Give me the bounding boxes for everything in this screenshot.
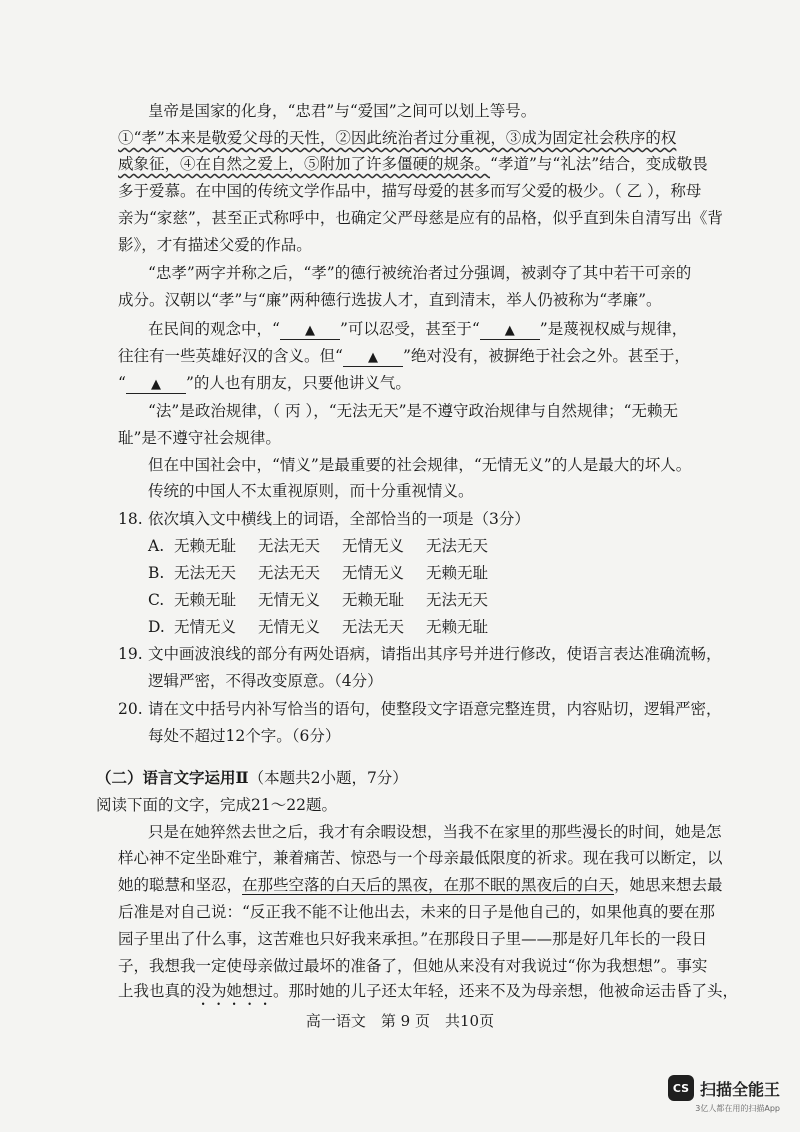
question-19: 19. 文中画波浪线的部分有两处语病，请指出其序号并进行修改，使语言表达准确流畅， [118, 645, 722, 663]
question-19-cont: 逻辑严密，不得改变原意。（4分） [148, 672, 383, 690]
passage-line: 多于爱慕。在中国的传统文学作品中，描写母爱的甚多而写父爱的极少。（ 乙 ），称母 [118, 182, 702, 200]
passage-line: 亲为“家慈”，甚至正式称呼中，也确定父严母慈是应有的品格，似乎直到朱自清写出《背 [118, 209, 723, 227]
passage-line: 但在中国社会中，“情义”是最重要的社会规律，“无情无义”的人是最大的坏人。 [148, 456, 692, 474]
passage2-line: 上我也真的没为她想过。那时她的儿子还太年轻，还来不及为母亲想，他被命运击昏了头， [118, 982, 739, 1000]
passage-line: 影》，才有描述父爱的作品。 [118, 236, 312, 254]
camscanner-logo-icon: CS [668, 1075, 694, 1101]
brand-tagline: 3亿人都在用的扫描App [695, 1104, 780, 1113]
option-c: C. 无赖无耻 无情无义 无赖无耻 无法无天 [148, 591, 489, 609]
passage-line: 耻”是不遵守社会规律。 [118, 429, 281, 447]
passage-line: “忠孝”两字并称之后，“孝”的德行被统治者过分强调，被剥夺了其中若干可亲的 [148, 264, 692, 282]
passage-line: 威象征，④在自然之爱上，⑤附加了许多僵硬的规条。“孝道”与“礼法”结合，变成敬畏 [118, 155, 708, 173]
passage-line: 往往有一些英雄好汉的含义。但“ ▲ ”绝对没有，被摒绝于社会之外。甚至于， [118, 347, 690, 365]
passage-line: “ ▲ ”的人也有朋友，只要他讲义气。 [118, 374, 411, 392]
passage2-line: 子，我想我一定使母亲做过最坏的准备了，但她从来没有对我说过“你为我想想”。事实 [118, 957, 708, 975]
fill-blank: ▲ [126, 377, 186, 394]
question-18: 18. 依次填入文中横线上的词语，全部恰当的一项是（3分） [118, 510, 530, 528]
question-20: 20. 请在文中括号内补写恰当的语句，使整段文字语意完整连贯，内容贴切，逻辑严密， [118, 700, 722, 718]
fill-blank: ▲ [480, 323, 540, 340]
underlined-text: 在那些空落的白天后的黑夜，在那不眠的黑夜后的白天 [242, 876, 615, 894]
question-20-cont: 每处不超过12个字。（6分） [148, 727, 341, 745]
passage2-line: 只是在她猝然去世之后，我才有余暇设想，当我不在家里的那些漫长的时间，她是怎 [148, 823, 722, 841]
emphasis-dotted-text: 没为她想过 [195, 982, 274, 1000]
passage-line: 传统的中国人不太重视原则，而十分重视情义。 [148, 482, 474, 500]
option-a: A. 无赖无耻 无法无天 无情无义 无法无天 [148, 537, 489, 555]
passage-line-wavy [118, 127, 800, 149]
passage-line: 成分。汉朝以“孝”与“廉”两种德行选拔人才，直到清末，举人仍被称为“孝廉”。 [118, 291, 662, 309]
option-b: B. 无法无天 无法无天 无情无义 无赖无耻 [148, 564, 489, 582]
scanner-watermark [668, 1075, 780, 1114]
fill-blank: ▲ [280, 323, 340, 340]
fill-blank: ▲ [343, 350, 403, 367]
passage2-line: 园子里出了什么事，这苦难也只好我来承担。”在那段日子里——那是好几年长的一段日 [118, 930, 708, 948]
wavy-underlined-text: ①“孝”本来是敬爱父母的天性，②因此统治者过分重视，③成为固定社会秩序的权 [118, 129, 677, 147]
page-footer: 高一语文 第 9 页 共10页 [305, 1012, 495, 1030]
section-heading: （二）语言文字运用Ⅱ（本题共2小题，7分） [96, 768, 408, 787]
passage2-line: 样心神不定坐卧难宁，兼着痛苦、惊恐与一个母亲最低限度的祈求。现在我可以断定，以 [118, 849, 723, 867]
brand-name: 扫描全能王 [699, 1079, 780, 1099]
section-intro: 阅读下面的文字，完成21～22题。 [96, 796, 337, 814]
passage-line: “法”是政治规律，（ 丙 ），“无法无天”是不遵守政治规律与自然规律；“无赖无 [148, 402, 678, 420]
wavy-underlined-text: 威象征，④在自然之爱上，⑤附加了许多僵硬的规条。 [118, 155, 491, 173]
passage2-line: 她的聪慧和坚忍，在那些空落的白天后的黑夜，在那不眠的黑夜后的白天，她思来想去最 [118, 876, 723, 894]
option-d: D. 无情无义 无情无义 无法无天 无赖无耻 [148, 618, 489, 636]
passage2-line: 后准是对自己说：“反正我不能不让他出去，未来的日子是他自己的，如果他真的要在那 [118, 903, 715, 921]
passage-line: 在民间的观念中，“ ▲ ”可以忍受，甚至于“ ▲ ”是蔑视权威与规律， [148, 320, 688, 338]
passage-line: 皇帝是国家的化身，“忠君”与“爱国”之间可以划上等号。 [148, 102, 537, 120]
